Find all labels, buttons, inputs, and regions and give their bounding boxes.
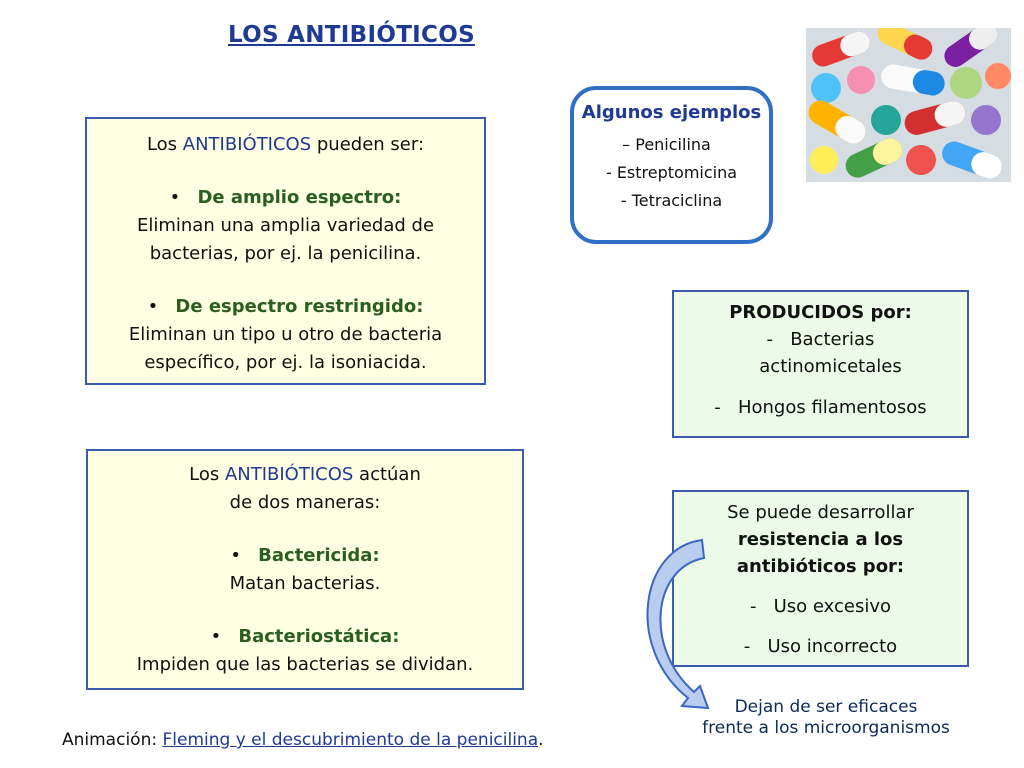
effect-text <box>676 697 976 739</box>
box2-item1-line1: Matan bacterias. <box>229 573 381 594</box>
antibiotic-types-box <box>85 117 486 385</box>
footer-end: . <box>538 730 544 750</box>
footer-label: Animación: <box>62 730 163 750</box>
box1-item2-line2: específico, por ej. la isoniacida. <box>144 352 427 373</box>
box1-intro <box>87 131 484 159</box>
box3-item1-line2: actinomicetales <box>759 356 902 377</box>
pills-image <box>806 28 1011 182</box>
penicillin-animation-link[interactable]: Fleming y el descubrimiento de la penicilina <box>162 730 539 750</box>
box1-item1-head-text: De amplio espectro: <box>197 187 402 208</box>
footer-animation <box>62 730 544 750</box>
box4-line3: antibióticos por: <box>736 556 905 577</box>
example-item: – Penicilina <box>622 135 711 154</box>
bullet-icon: • <box>230 545 259 566</box>
produced-by-box <box>672 290 969 438</box>
box4-line2: resistencia a los <box>737 529 904 550</box>
box2-intro-post: actúan <box>353 464 421 485</box>
box1-intro-pre: Los <box>146 134 183 155</box>
box1-item1-line2: bacterias, por ej. la penicilina. <box>149 243 422 264</box>
box3-item2: - Hongos filamentosos <box>714 397 927 418</box>
box1-item2-heading <box>87 293 484 321</box>
box4-line1: Se puede desarrollar <box>727 502 914 523</box>
bullet-icon: • <box>169 187 198 208</box>
box2-item2-line1: Impiden que las bacterias se dividan. <box>136 654 474 675</box>
effect-line2: frente a los microorganismos <box>702 718 950 738</box>
page-title: LOS ANTIBIÓTICOS <box>228 22 475 48</box>
box1-item1-heading <box>87 184 484 212</box>
box2-item1-head-text: Bactericida: <box>258 545 380 566</box>
resistance-box <box>672 490 969 667</box>
box2-item1-heading <box>88 542 522 570</box>
curved-arrow-icon <box>630 528 710 718</box>
box2-intro-highlight: ANTIBIÓTICOS <box>224 464 354 485</box>
bullet-icon: • <box>210 626 239 647</box>
box2-intro-line2: de dos maneras: <box>229 492 381 513</box>
example-item: - Estreptomicina <box>605 163 738 182</box>
box3-item1-line1: - Bacterias <box>766 329 875 350</box>
examples-box <box>570 86 773 244</box>
antibiotic-action-box <box>86 449 524 690</box>
effect-line1: Dejan de ser eficaces <box>734 697 918 717</box>
box2-item2-heading <box>88 623 522 651</box>
examples-heading: Algunos ejemplos <box>581 102 762 123</box>
box2-intro-pre: Los <box>189 464 225 485</box>
bullet-icon: • <box>147 296 176 317</box>
box3-heading: PRODUCIDOS por: <box>729 302 912 323</box>
box4-item1: - Uso excesivo <box>749 596 892 617</box>
box1-item1-line1: Eliminan una amplia variedad de <box>136 215 435 236</box>
box1-intro-post: pueden ser: <box>311 134 425 155</box>
example-item: - Tetraciclina <box>620 191 723 210</box>
box1-item2-head-text: De espectro restringido: <box>175 296 424 317</box>
box4-item2: - Uso incorrecto <box>743 636 898 657</box>
pills-illustration <box>806 28 1011 182</box>
box1-intro-highlight: ANTIBIÓTICOS <box>182 134 312 155</box>
box2-intro <box>88 461 522 489</box>
box2-item2-head-text: Bacteriostática: <box>238 626 400 647</box>
box1-item2-line1: Eliminan un tipo u otro de bacteria <box>128 324 443 345</box>
